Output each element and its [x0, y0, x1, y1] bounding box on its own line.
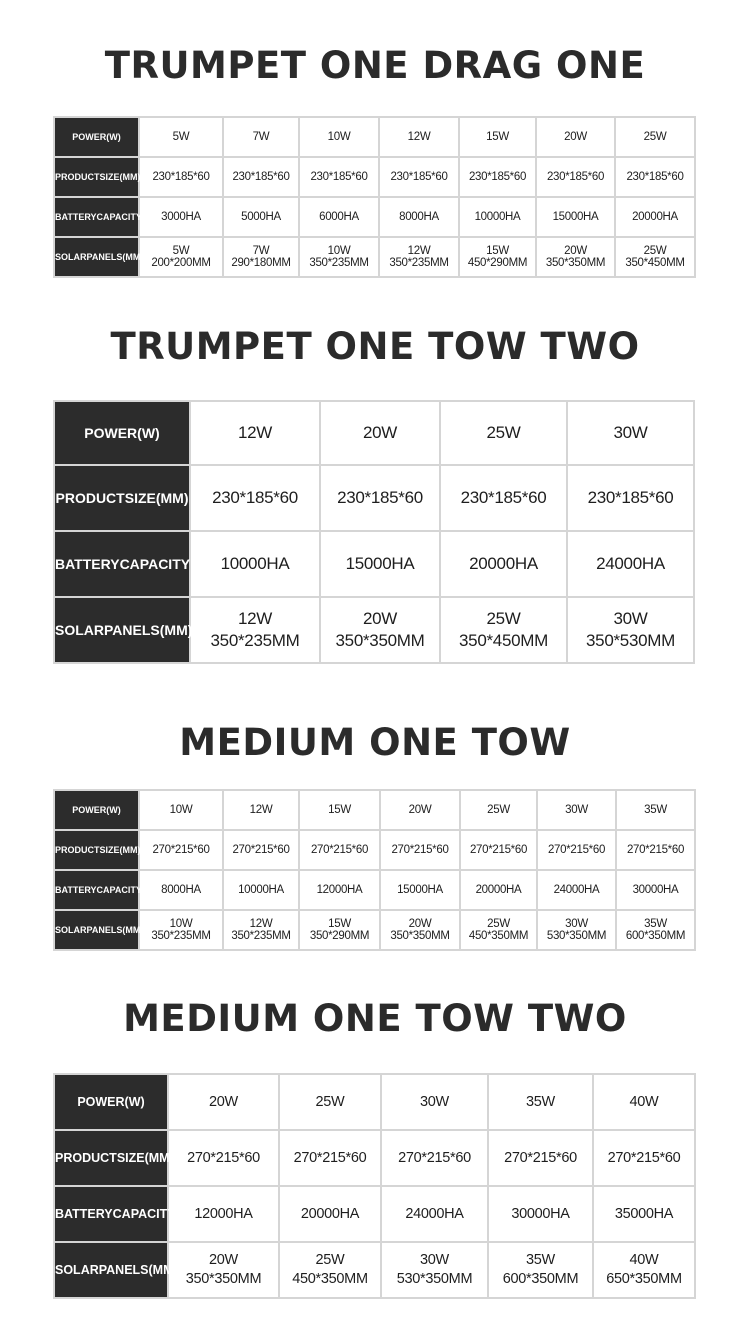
size-cell: 230*185*60 [379, 157, 459, 197]
header-line: PANELS(MM) [86, 251, 144, 262]
solar-size: 350*350MM [185, 1271, 262, 1287]
size-cell: 270*215*60 [279, 1130, 381, 1186]
size-cell: 230*185*60 [190, 465, 320, 531]
solar-watt: 25W [315, 1252, 345, 1268]
spec-table-medium-one-tow-two [53, 1073, 696, 1299]
row-header-solar [54, 597, 193, 663]
solar-size: 650*350MM [606, 1271, 682, 1287]
section-title-trumpet-one-drag-one: TRUMPET ONE DRAG ONE [104, 44, 646, 87]
size-cell: 270*215*60 [488, 1130, 593, 1186]
power-cell: 25W [279, 1074, 381, 1130]
solar-cell [320, 597, 440, 663]
solar-watt: 20W [209, 1252, 238, 1268]
header-line: PRODUCT [55, 1151, 117, 1165]
row-header-product-size [54, 830, 139, 870]
power-cell: 30W [567, 401, 694, 465]
solar-cell [139, 910, 223, 950]
power-cell: 35W [488, 1074, 593, 1130]
battery-cell: 8000HA [139, 870, 223, 910]
size-cell: 230*185*60 [615, 157, 695, 197]
header-line: SIZE(MM) [116, 1151, 174, 1165]
solar-watt: 7W [252, 245, 270, 257]
header-line: SOLAR [55, 1263, 99, 1277]
size-cell: 230*185*60 [320, 465, 440, 531]
solar-cell [168, 1242, 279, 1298]
solar-watt: 30W [565, 918, 588, 930]
header-line: BATTERY [55, 556, 120, 572]
header-line: PANELS(MM) [98, 1263, 178, 1277]
solar-size: 350*450MM [625, 257, 685, 269]
size-cell: 270*215*60 [381, 1130, 488, 1186]
table-row-battery [54, 870, 695, 910]
solar-cell [460, 910, 537, 950]
solar-size: 350*290MM [309, 930, 370, 942]
solar-size: 290*180MM [231, 257, 291, 269]
header-line: BATTERY [55, 1207, 113, 1221]
size-cell: 270*215*60 [616, 830, 695, 870]
header-line: CAPACITY [112, 1207, 176, 1221]
solar-watt: 20W [408, 918, 432, 930]
row-header-product-size [54, 465, 190, 531]
power-cell: 25W [460, 790, 537, 830]
row-header-battery [54, 531, 190, 597]
size-cell: 270*215*60 [168, 1130, 279, 1186]
solar-watt: 40W [629, 1252, 659, 1268]
size-cell: 230*185*60 [299, 157, 379, 197]
solar-cell [615, 237, 695, 277]
solar-size: 350*350MM [545, 257, 606, 269]
header-line: CAPACITY [119, 556, 191, 572]
table-row-battery [54, 531, 694, 597]
battery-cell: 15000HA [536, 197, 615, 237]
power-cell: 35W [616, 790, 695, 830]
battery-cell: 10000HA [223, 870, 299, 910]
solar-watt: 10W [327, 245, 351, 257]
solar-cell [139, 237, 223, 277]
section-title-medium-one-tow-two: MEDIUM ONE TOW TWO [123, 997, 627, 1040]
power-cell: 15W [459, 117, 536, 157]
power-cell: 12W [223, 790, 299, 830]
size-cell: 230*185*60 [459, 157, 536, 197]
solar-size: 530*350MM [396, 1271, 473, 1287]
row-header-solar [54, 1242, 178, 1298]
header-line: PRODUCT [55, 171, 100, 182]
battery-cell: 5000HA [223, 197, 299, 237]
row-header-solar [54, 237, 144, 277]
spec-table-medium-one-tow [53, 789, 696, 951]
battery-cell: 24000HA [567, 531, 694, 597]
power-cell: 30W [537, 790, 616, 830]
size-cell: 270*215*60 [380, 830, 460, 870]
battery-cell: 10000HA [190, 531, 320, 597]
power-cell: 12W [190, 401, 320, 465]
solar-cell [299, 237, 379, 277]
battery-cell: 12000HA [299, 870, 380, 910]
power-cell: 25W [440, 401, 567, 465]
solar-cell [567, 597, 694, 663]
header-line: SIZE(MM) [124, 490, 189, 506]
solar-size: 600*350MM [502, 1271, 579, 1287]
power-cell: 10W [299, 117, 379, 157]
solar-watt: 35W [644, 918, 667, 930]
solar-cell [440, 597, 567, 663]
table-row-product-size [54, 830, 695, 870]
power-cell: 20W [536, 117, 615, 157]
table-row-solar [54, 237, 695, 277]
size-cell: 270*215*60 [537, 830, 616, 870]
size-cell: 230*185*60 [223, 157, 299, 197]
solar-cell [379, 237, 459, 277]
table-row-power [54, 790, 695, 830]
table-row-power [54, 117, 695, 157]
solar-watt: 25W [487, 918, 510, 930]
solar-cell [381, 1242, 488, 1298]
header-line: SIZE(MM) [99, 171, 141, 182]
solar-watt: 20W [362, 609, 398, 628]
row-header-solar [54, 910, 144, 950]
battery-cell: 20000HA [440, 531, 567, 597]
solar-watt: 20W [564, 245, 587, 257]
header-line: SOLAR [55, 622, 104, 638]
row-header-battery [54, 870, 142, 910]
size-cell: 230*185*60 [567, 465, 694, 531]
power-cell: 10W [139, 790, 223, 830]
power-cell: 30W [381, 1074, 488, 1130]
row-header-battery [54, 197, 142, 237]
header-line: PANELS(MM) [104, 622, 193, 638]
section-title-medium-one-tow: MEDIUM ONE TOW [179, 721, 571, 764]
table-row-battery [54, 1186, 695, 1242]
size-cell: 270*215*60 [223, 830, 299, 870]
battery-cell: 6000HA [299, 197, 379, 237]
section-title-trumpet-one-tow-two: TRUMPET ONE TOW TWO [110, 325, 640, 368]
solar-size: 530*350MM [546, 930, 607, 942]
solar-size: 450*350MM [468, 930, 529, 942]
solar-cell [299, 910, 380, 950]
power-cell: 40W [593, 1074, 695, 1130]
solar-watt: 15W [328, 918, 351, 930]
size-cell: 270*215*60 [139, 830, 223, 870]
size-cell: 270*215*60 [593, 1130, 695, 1186]
table-row-product-size [54, 157, 695, 197]
solar-size: 350*235MM [309, 257, 369, 269]
solar-cell [380, 910, 460, 950]
solar-size: 350*350MM [335, 631, 425, 650]
solar-size: 350*235MM [231, 930, 291, 942]
battery-cell: 20000HA [279, 1186, 381, 1242]
table-row-solar [54, 1242, 695, 1298]
solar-size: 350*450MM [459, 631, 548, 650]
row-header-power: POWER(W) [54, 790, 139, 830]
solar-cell [459, 237, 536, 277]
table-row-battery [54, 197, 695, 237]
solar-cell [223, 910, 299, 950]
solar-watt: 12W [237, 609, 273, 628]
row-header-power: POWER(W) [54, 117, 139, 157]
solar-watt: 5W [172, 245, 190, 257]
power-cell: 20W [168, 1074, 279, 1130]
size-cell: 270*215*60 [299, 830, 380, 870]
battery-cell: 8000HA [379, 197, 459, 237]
row-header-product-size [54, 157, 139, 197]
header-line: BATTERY [55, 211, 97, 222]
solar-size: 200*200MM [151, 257, 211, 269]
header-line: PANELS(MM) [86, 924, 144, 935]
table-row-product-size [54, 1130, 695, 1186]
power-cell: 7W [223, 117, 299, 157]
size-cell: 230*185*60 [139, 157, 223, 197]
header-line: SOLAR [55, 251, 87, 262]
spec-table-trumpet-one-drag-one [53, 116, 696, 278]
solar-size: 350*235MM [210, 631, 300, 650]
solar-watt: 25W [643, 245, 667, 257]
solar-cell [279, 1242, 381, 1298]
battery-cell: 20000HA [615, 197, 695, 237]
row-header-product-size [54, 1130, 174, 1186]
table-row-solar [54, 910, 695, 950]
solar-cell [223, 237, 299, 277]
power-cell: 25W [615, 117, 695, 157]
solar-cell [536, 237, 615, 277]
battery-cell: 35000HA [593, 1186, 695, 1242]
battery-cell: 15000HA [320, 531, 440, 597]
battery-cell: 30000HA [616, 870, 695, 910]
table-row-power [54, 1074, 695, 1130]
battery-cell: 12000HA [168, 1186, 279, 1242]
row-header-power: POWER(W) [54, 401, 190, 465]
solar-cell [537, 910, 616, 950]
power-cell: 20W [320, 401, 440, 465]
solar-watt: 12W [249, 918, 273, 930]
solar-size: 450*350MM [292, 1271, 368, 1287]
header-line: SIZE(MM) [99, 844, 141, 855]
header-line: PRODUCT [55, 844, 100, 855]
spec-table-trumpet-one-tow-two [53, 400, 695, 664]
size-cell: 230*185*60 [536, 157, 615, 197]
solar-cell [593, 1242, 695, 1298]
solar-cell [488, 1242, 593, 1298]
power-cell: 5W [139, 117, 223, 157]
solar-size: 600*350MM [625, 930, 686, 942]
header-line: BATTERY [55, 884, 97, 895]
battery-cell: 30000HA [488, 1186, 593, 1242]
solar-watt: 25W [486, 609, 521, 628]
solar-cell [616, 910, 695, 950]
table-row-product-size [54, 465, 694, 531]
header-line: SOLAR [55, 924, 87, 935]
row-header-power: POWER(W) [54, 1074, 168, 1130]
header-line: PRODUCT [55, 490, 125, 506]
solar-watt: 35W [526, 1252, 555, 1268]
solar-size: 350*235MM [151, 930, 211, 942]
solar-size: 350*350MM [390, 930, 450, 942]
solar-cell [190, 597, 320, 663]
battery-cell: 24000HA [381, 1186, 488, 1242]
battery-cell: 20000HA [460, 870, 537, 910]
table-row-power [54, 401, 694, 465]
solar-size: 350*235MM [389, 257, 449, 269]
solar-watt: 10W [169, 918, 193, 930]
header-line: CAPACITY [96, 884, 142, 895]
battery-cell: 3000HA [139, 197, 223, 237]
solar-size: 350*530MM [586, 631, 675, 650]
solar-watt: 30W [420, 1252, 449, 1268]
size-cell: 230*185*60 [440, 465, 567, 531]
power-cell: 15W [299, 790, 380, 830]
solar-watt: 30W [613, 609, 648, 628]
battery-cell: 10000HA [459, 197, 536, 237]
solar-watt: 12W [407, 245, 431, 257]
size-cell: 270*215*60 [460, 830, 537, 870]
solar-size: 450*290MM [467, 257, 528, 269]
power-cell: 12W [379, 117, 459, 157]
header-line: CAPACITY [96, 211, 142, 222]
battery-cell: 24000HA [537, 870, 616, 910]
table-row-solar [54, 597, 694, 663]
power-cell: 20W [380, 790, 460, 830]
battery-cell: 15000HA [380, 870, 460, 910]
row-header-battery [54, 1186, 176, 1242]
solar-watt: 15W [486, 245, 509, 257]
